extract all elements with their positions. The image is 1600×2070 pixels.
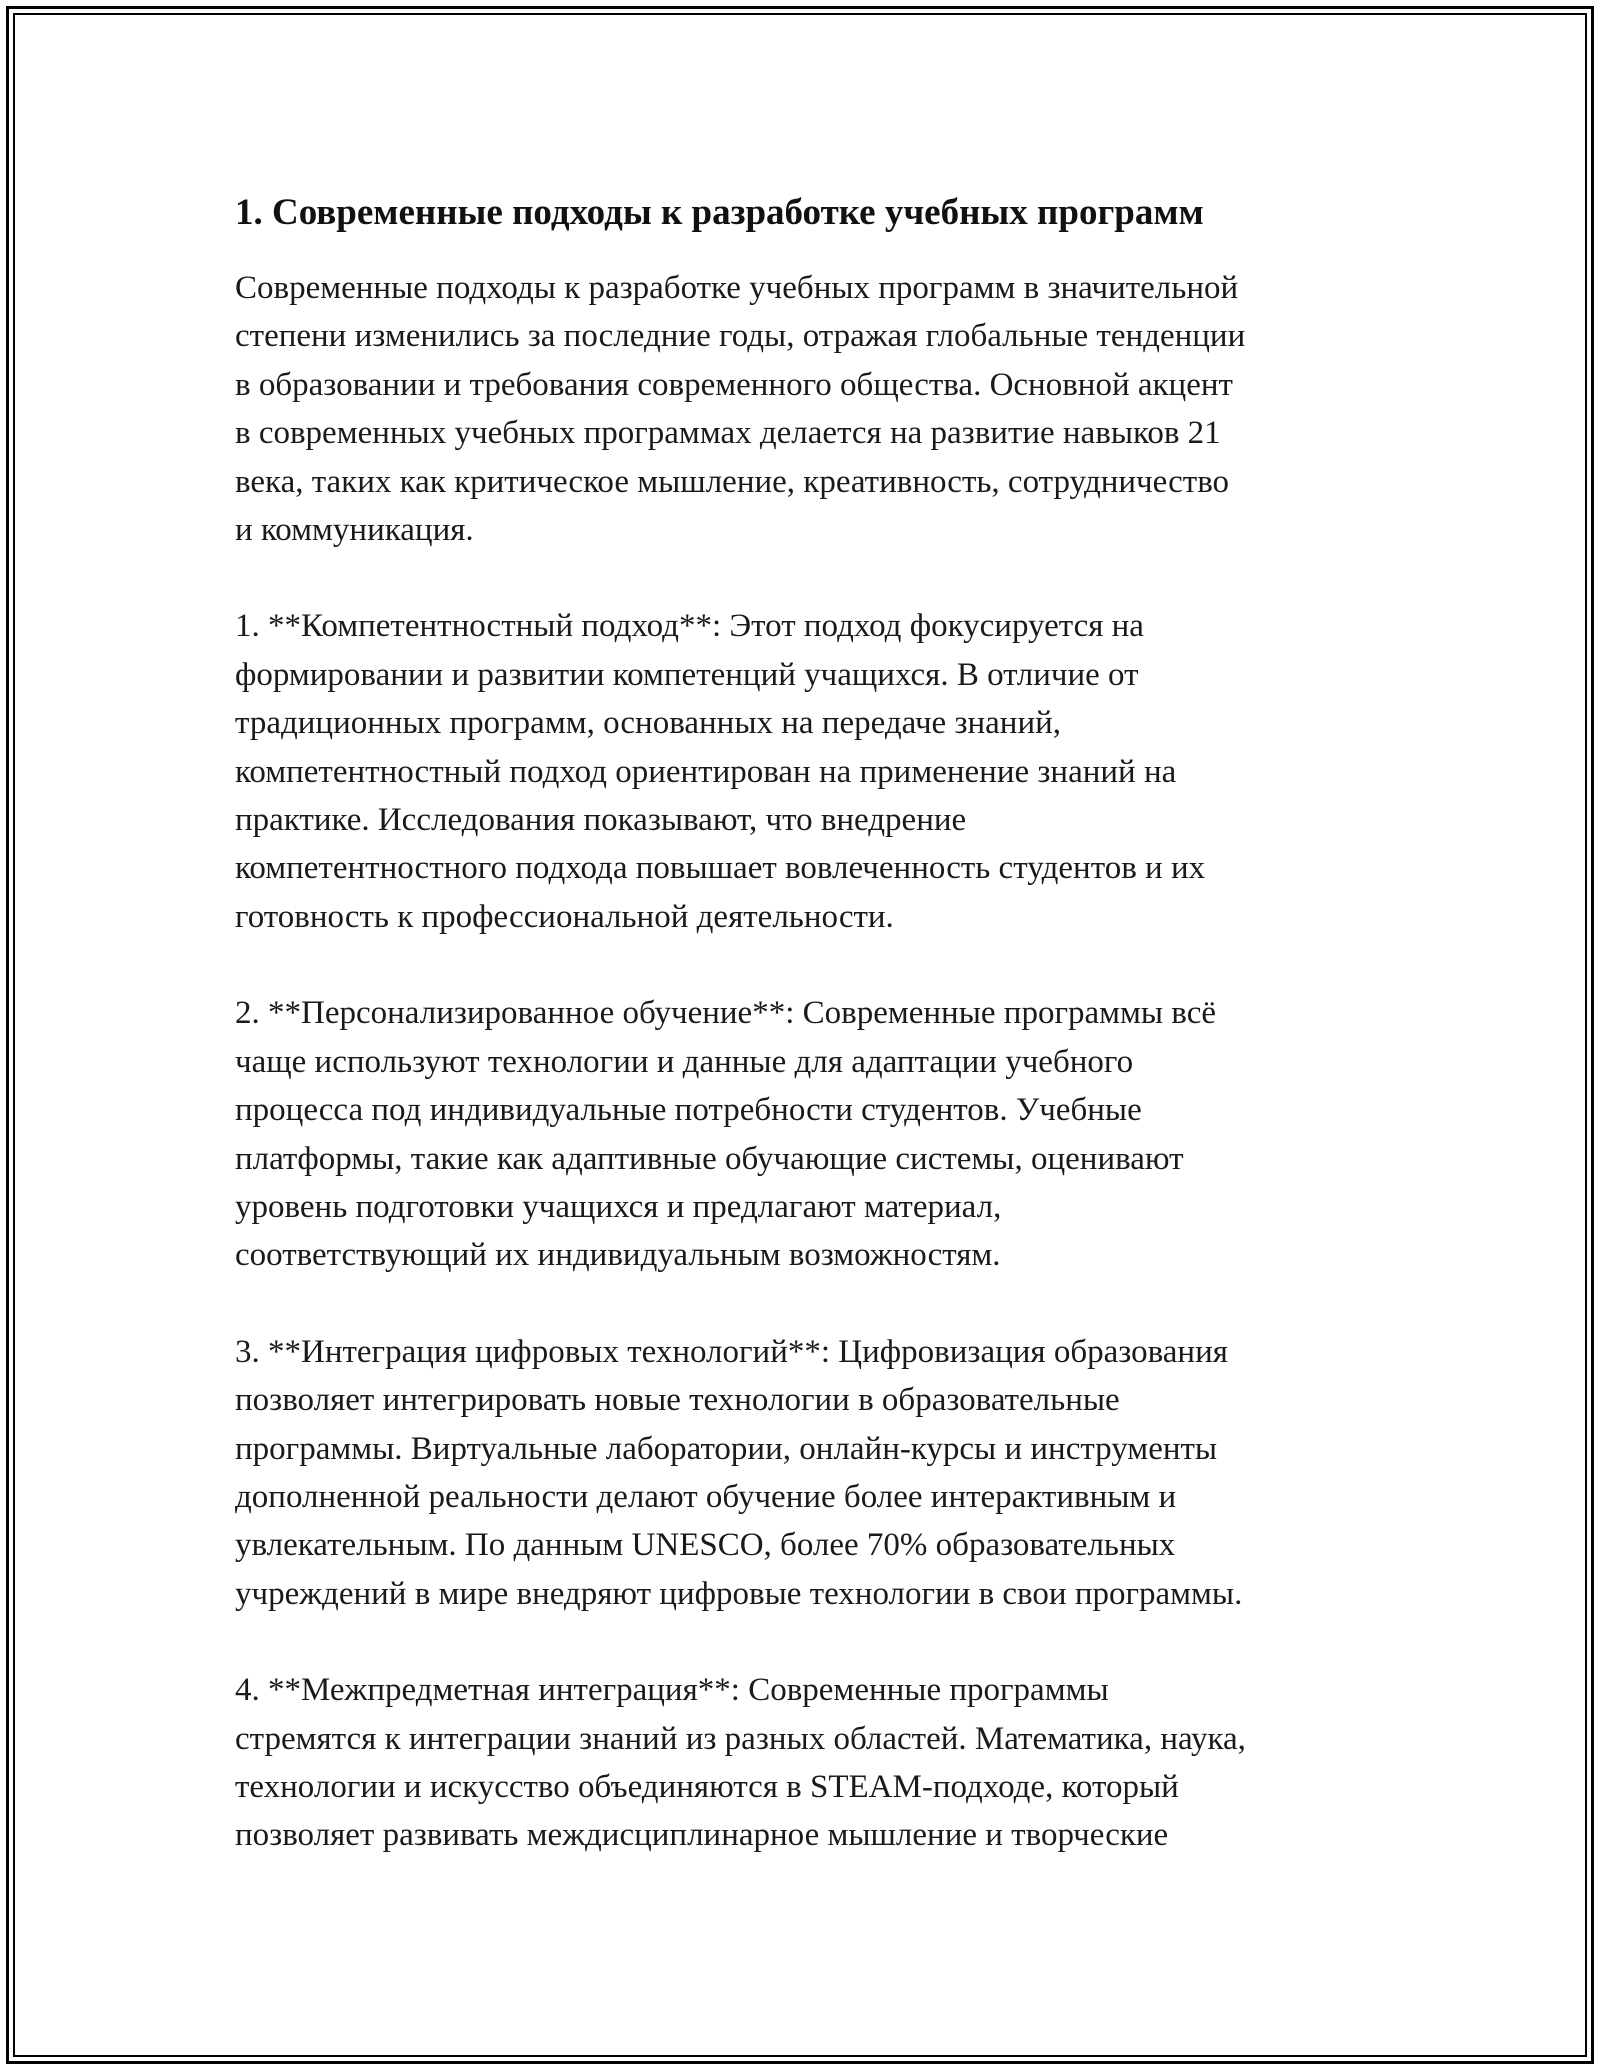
text-line: технологии и искусство объединяются в STEAM-подходе, который [235, 1768, 1179, 1805]
text-line: формировании и развитии компетенций учащихся. В отличие от [235, 656, 1139, 693]
paragraph-interdisciplinary-integration [235, 1666, 1385, 1860]
text-line: в современных учебных программах делается на развитие навыков 21 [235, 415, 1221, 452]
text-line: практике. Исследования показывают, что внедрение [235, 802, 967, 839]
text-line: традиционных программ, основанных на передаче знаний, [235, 705, 1062, 742]
text-line: соответствующий их индивидуальным возможностям. [235, 1237, 1001, 1274]
text-line: 2. **Персонализированное обучение**: Современные программы всё [235, 995, 1216, 1032]
paragraph-digital-integration [235, 1328, 1385, 1618]
text-line: в образовании и требования современного общества. Основной акцент [235, 366, 1233, 403]
text-line: компетентностного подхода повышает вовлеченность студентов и их [235, 850, 1206, 887]
text-line: учреждений в мире внедряют цифровые технологии в свои программы. [235, 1575, 1243, 1612]
text-line: процесса под индивидуальные потребности студентов. Учебные [235, 1092, 1142, 1129]
paragraph-intro [235, 264, 1385, 554]
text-line: стремятся к интеграции знаний из разных областей. Математика, наука, [235, 1720, 1246, 1757]
text-line: степени изменились за последние годы, отражая глобальные тенденции [235, 318, 1246, 355]
text-line: позволяет интегрировать новые технологии в образовательные [235, 1382, 1120, 1419]
paragraph-competency-approach [235, 602, 1385, 941]
text-line: Современные подходы к разработке учебных программ в значительной [235, 270, 1239, 306]
text-line: программы. Виртуальные лаборатории, онлайн-курсы и инструменты [235, 1430, 1218, 1467]
text-line: компетентностный подход ориентирован на применение знаний на [235, 753, 1177, 790]
paragraph-personalized-learning [235, 989, 1385, 1279]
text-line: 3. **Интеграция цифровых технологий**: Цифровизация образования [235, 1333, 1228, 1370]
text-line: позволяет развивать междисциплинарное мышление и творческие [235, 1817, 1169, 1854]
text-line: дополненной реальности делают обучение более интерактивным и [235, 1478, 1177, 1515]
text-line: чаще используют технологии и данные для адаптации учебного [235, 1043, 1134, 1080]
document-body [235, 186, 1385, 1908]
text-line: и коммуникация. [235, 512, 474, 549]
text-line: увлекательным. По данным UNESCO, более 70% образовательных [235, 1527, 1176, 1564]
text-line: платформы, такие как адаптивные обучающие системы, оценивают [235, 1140, 1184, 1177]
section-title: 1. Современные подходы к разработке учебных программ [235, 192, 1204, 233]
text-line: 4. **Межпредметная интеграция**: Современные программы [235, 1672, 1109, 1709]
text-line: уровень подготовки учащихся и предлагают материал, [235, 1188, 1002, 1225]
text-line: 1. **Компетентностный подход**: Этот подход фокусируется на [235, 608, 1144, 645]
text-line: готовность к профессиональной деятельности. [235, 898, 894, 935]
text-line: века, таких как критическое мышление, креативность, сотрудничество [235, 463, 1230, 500]
